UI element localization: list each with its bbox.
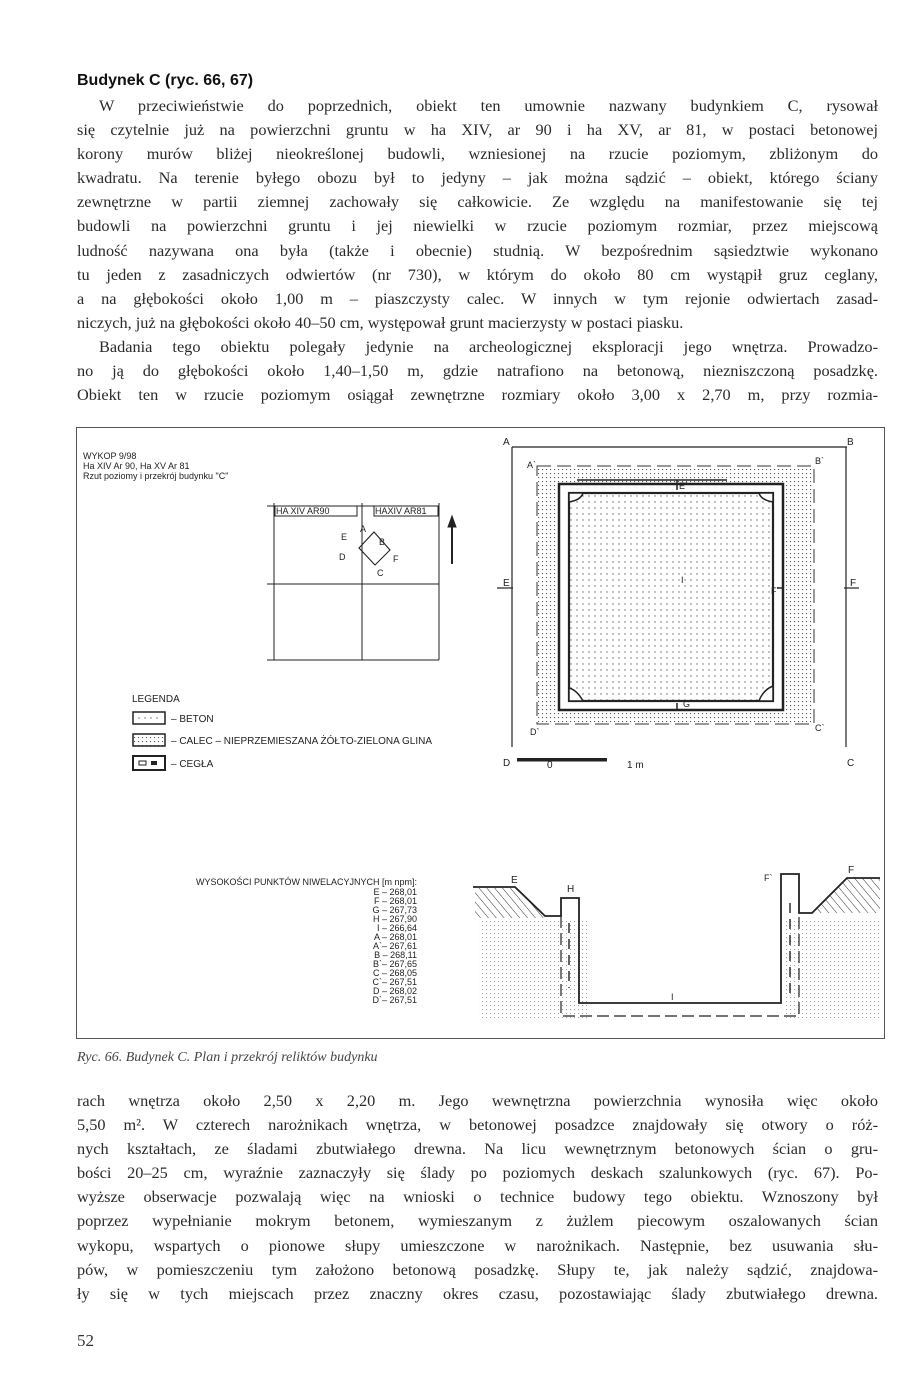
plan-point-label: D (503, 758, 511, 769)
scale-bar (517, 758, 607, 762)
plan-point-label: B (847, 437, 854, 448)
text-line: 5,50 m². W czterech narożnikach wnętrza, w betonowej posadzce znajdowały się otwory o róż- (77, 1115, 878, 1135)
section-point-label: F` (764, 873, 773, 883)
paragraph-1 (77, 94, 878, 335)
text-line: a na głębokości około 1,00 m – piaszczysty calec. W innych w tym rejonie odwiertach zasad- (77, 288, 878, 308)
paragraph-2 (77, 335, 878, 407)
level-entry: D`– 267,51 (372, 995, 417, 1005)
plan-point-label: C` (815, 723, 825, 733)
figure-subtitle: Ha XIV Ar 90, Ha XV Ar 81 (83, 461, 190, 471)
level-entry: C`– 267,51 (372, 977, 417, 987)
level-entry: A`– 267,61 (372, 941, 417, 951)
plan-point-label: G (683, 699, 691, 709)
text-line: budowli na powierzchni gruntu i jej niewielki w rzucie poziomym rozmiar, przez miejscową (77, 216, 878, 236)
text-line: pów, w pomieszczeniu tym założono betonową posadzkę. Słupy te, jak należy sądzić, znajdowa- (77, 1259, 878, 1279)
text-line: ludność nazywana ona była (także i obecnie) studnią. W bezpośrednim sąsiedztwie wykonano (77, 240, 878, 260)
plan-point-label: A` (527, 460, 536, 470)
text-line: no ją do głębokości około 1,40–1,50 m, gdzie natrafiono na betonową, niezniszczoną posadzkę. (77, 361, 878, 381)
level-entry: F – 268,01 (373, 896, 417, 906)
level-entry: G – 267,73 (372, 905, 417, 915)
figure-subtitle: Rzut poziomy i przekrój budynku "C" (83, 471, 229, 481)
text-line: W przeciwieństwie do poprzednich, obiekt ten umownie nazwany budynkiem C, rysował (99, 96, 878, 115)
level-entry: A – 268,01 (373, 932, 417, 942)
text-line: niczych, już na głębokości około 40–50 cm, występował grunt macierzysty w postaci piasku. (77, 312, 684, 332)
text-line: zewnętrzne w partii ziemnej zachowały się całkowicie. Ze względu na manifestowanie się tej (77, 192, 878, 212)
figure-title: WYKOP 9/98 (83, 451, 137, 461)
plan-point-label: E (503, 578, 510, 589)
text-line: wyższe obserwacje pozwalają więc na wnioski o technice budowy tego obiektu. Wznoszony był (77, 1187, 878, 1207)
levels-title: WYSOKOŚCI PUNKTÓW NIWELACYJNYCH [m npm]: (195, 877, 417, 887)
plan-view (497, 447, 859, 762)
grid-label: HAXIV AR81 (375, 506, 427, 516)
grid-label: HA XIV AR90 (276, 506, 330, 516)
legend-label: – BETON (171, 714, 214, 725)
paragraph-3 (77, 1089, 878, 1306)
figure-plan-and-section (76, 427, 885, 1039)
plan-point-label: A (503, 437, 510, 448)
figure-drawing (77, 428, 884, 1038)
section-point-label: H (567, 884, 575, 895)
section-heading: Budynek C (ryc. 66, 67) (77, 72, 254, 89)
text-line: kwadratu. Na terenie byłego obozu był to jedyny – jak można sądzić – obiekt, którego ściany (77, 168, 878, 188)
scale-label: 0 (547, 760, 553, 771)
legend-title: LEGENDA (132, 694, 180, 705)
plan-point-label: I (681, 575, 684, 585)
level-entry: E – 268,01 (373, 887, 417, 897)
key-point-label: E (341, 532, 348, 542)
text-line: ły się w tych miejscach przez znaczny okres czasu, pozostawiając ślady zbutwiałego drewna. (77, 1283, 878, 1303)
legend-label: – CEGŁA (171, 759, 214, 770)
level-entry: B`– 267,65 (372, 959, 417, 969)
section-point-label: E (511, 875, 518, 886)
figure-caption: Ryc. 66. Budynek C. Plan i przekrój reliktów budynku (77, 1050, 378, 1065)
plan-point-label: B` (815, 456, 824, 466)
key-point-label: F (393, 554, 399, 564)
text-line: się czytelnie już na powierzchni gruntu w ha XIV, ar 90 i ha XV, ar 81, w postaci betonowej (77, 120, 878, 140)
text-line: tu jeden z zasadniczych odwiertów (nr 730), w którym do około 80 cm wystąpił gruz ceglany, (77, 264, 878, 284)
plan-point-label: F` (771, 586, 780, 596)
key-point-label: D (339, 552, 346, 562)
text-line: Badania tego obiektu polegały jedynie na archeologicznej eksploracji jego wnętrza. Prowadzo- (99, 337, 878, 356)
key-point-label: B (379, 537, 386, 547)
plan-point-label: F (850, 578, 857, 589)
level-entry: I – 266,64 (376, 923, 417, 933)
plan-point-label: C (847, 758, 855, 769)
key-point-label: A (360, 524, 367, 534)
text-line: Obiekt ten w rzucie poziomym osiągał zewnętrzne rozmiary około 3,00 x 2,70 m, przy rozmia- (77, 385, 878, 405)
level-entry: H – 267,90 (372, 914, 417, 924)
section-point-label: I (671, 992, 674, 1002)
text-line: nych kształtach, ze śladami zbutwiałego drewna. Na licu wewnętrznym betonowych ścian o gru- (77, 1139, 878, 1159)
plan-point-label: E` (679, 481, 688, 491)
cross-section (473, 874, 880, 1020)
text-line: bości 20–25 cm, wyraźnie zaznaczyły się ślady po poziomych deskach szalunkowych (ryc. 67). Po- (77, 1163, 878, 1183)
level-entry: B – 268,11 (374, 950, 417, 960)
levels-list (372, 887, 417, 1005)
key-point-label: C (377, 568, 384, 578)
level-entry: D – 268,02 (372, 986, 417, 996)
text-line: poprzez wypełnianie mokrym betonem, wymieszanym z żużlem piecowym oszalowanych ścian (77, 1211, 878, 1231)
section-point-label: F (848, 865, 855, 876)
text-line: wykopu, wspartych o pionowe słupy umieszczone w narożnikach. Następnie, bez usuwania słu- (77, 1235, 878, 1255)
legend-swatch-calec (133, 734, 165, 746)
text-line: rach wnętrza około 2,50 x 2,20 m. Jego wewnętrzna powierzchnia wynosiła więc około (77, 1091, 878, 1110)
legend-swatch-cegla (133, 756, 165, 770)
plan-point-label: D` (530, 727, 540, 737)
level-entry: C – 268,05 (372, 968, 417, 978)
text-line: korony murów bliżej nieokreślonej budowli, wzniesionej na rzucie poziomym, zbliżonym do (77, 144, 878, 164)
legend-label: – CALEC – NIEPRZEMIESZANA ŻÓŁTO-ZIELONA GLINA (171, 736, 432, 747)
page-number: 52 (77, 1331, 94, 1350)
scale-label: 1 m (627, 760, 644, 771)
